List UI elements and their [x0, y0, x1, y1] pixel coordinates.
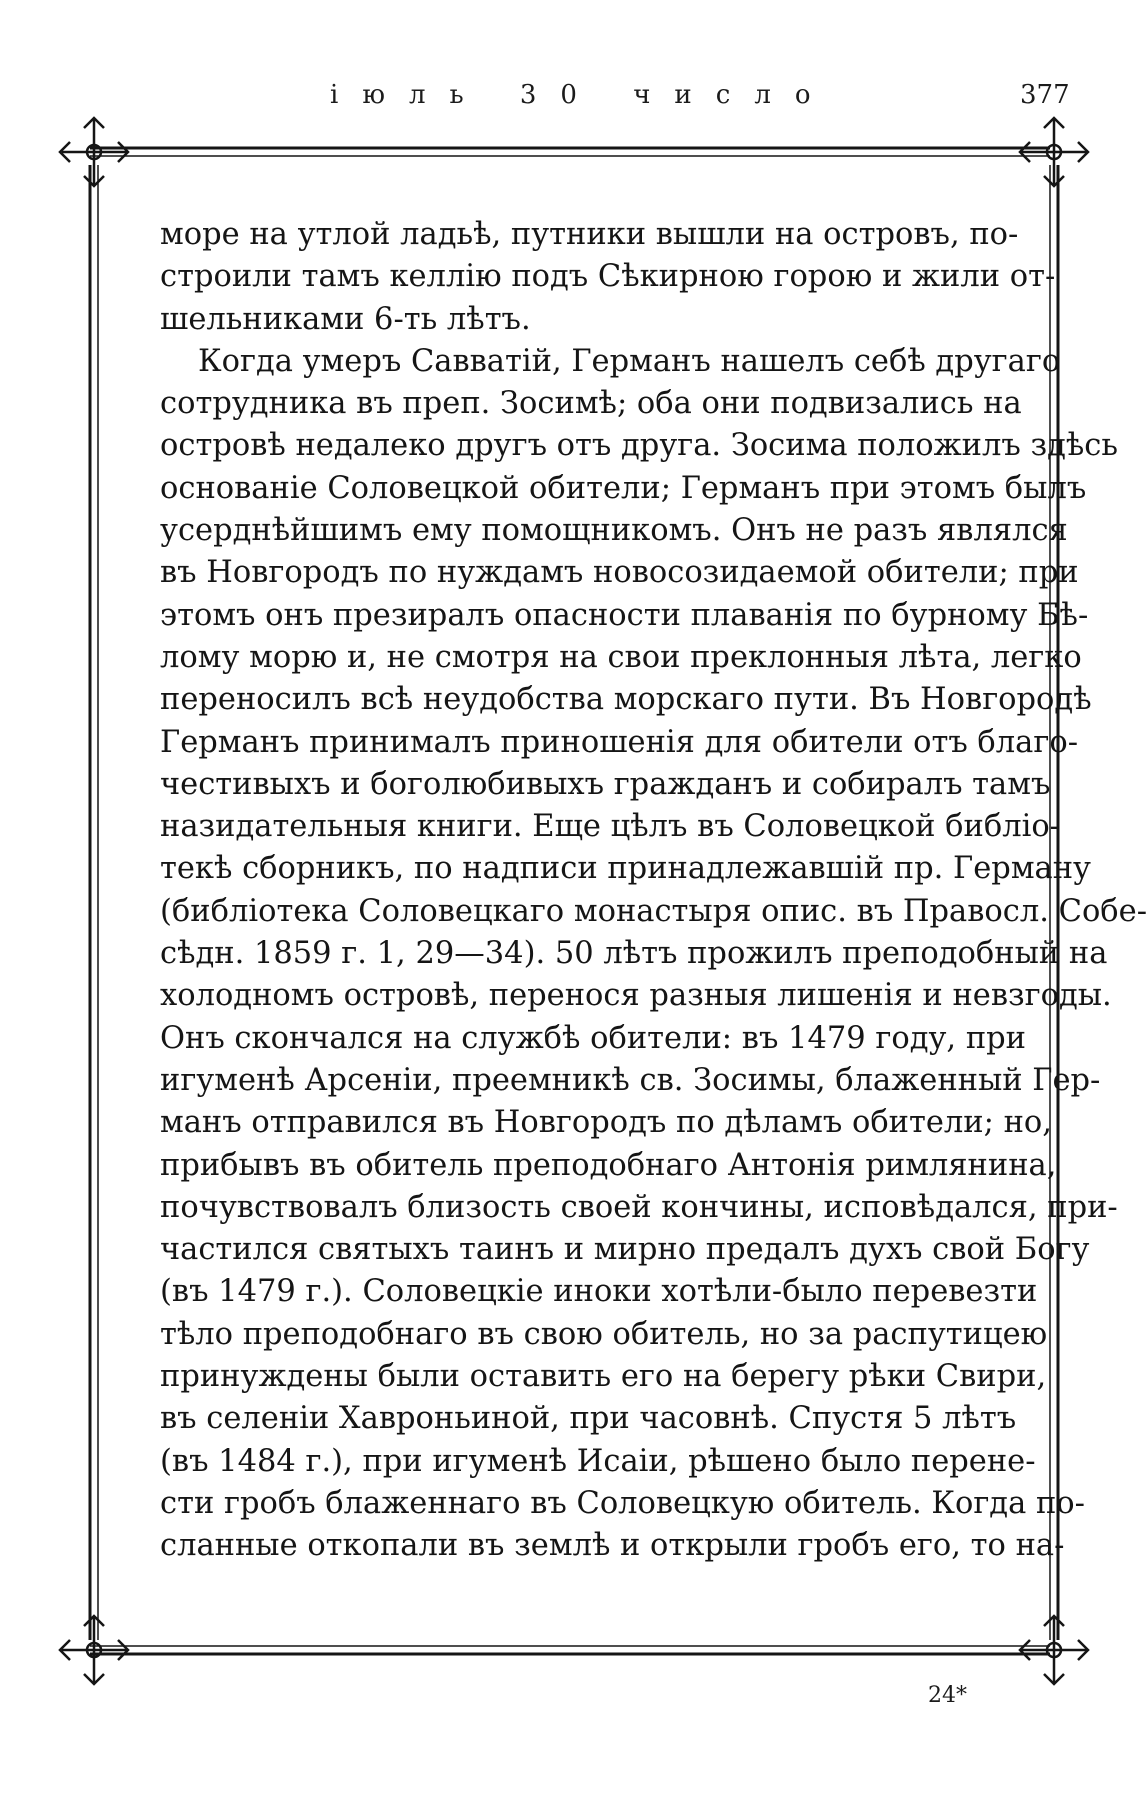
- text-line: лому морю и, не смотря на свои преклонныя лѣта, легко: [160, 639, 1082, 675]
- text-line: игуменѣ Арсеніи, преемникѣ св. Зосимы, блаженный Гер-: [160, 1062, 1101, 1098]
- text-line: честивыхъ и боголюбивыхъ гражданъ и собиралъ тамъ: [160, 766, 1051, 802]
- text-line: шельниками 6-ть лѣтъ.: [160, 301, 531, 337]
- text-line: основаніе Соловецкой обители; Германъ при этомъ былъ: [160, 470, 1087, 506]
- text-line: частился святыхъ таинъ и мирно предалъ духъ свой Богу: [160, 1232, 1090, 1268]
- text-line: назидательныя книги. Еще цѣлъ въ Соловецкой библіо-: [160, 809, 1060, 845]
- text-line: въ селеніи Хавроньиной, при часовнѣ. Спустя 5 лѣтъ: [160, 1401, 1017, 1437]
- text-line: Когда умеръ Савватій, Германъ нашелъ себѣ другаго: [198, 343, 1061, 379]
- text-line: (въ 1484 г.), при игуменѣ Исаіи, рѣшено было перене-: [160, 1443, 1036, 1479]
- signature-mark: 24*: [928, 1683, 967, 1708]
- body-text: [160, 214, 1147, 1568]
- text-line: сотрудника въ преп. Зосимѣ; оба они подвизались на: [160, 386, 1022, 422]
- corner-ornament-bottom-right: [1020, 1616, 1088, 1684]
- text-line: сланные откопали въ землѣ и открыли гробъ его, то на-: [160, 1528, 1065, 1564]
- text-line: холодномъ островѣ, перенося разныя лишенія и невзгоды.: [160, 978, 1112, 1014]
- text-line: принуждены были оставить его на берегу рѣки Свири,: [160, 1359, 1047, 1395]
- text-line: (библіотека Соловецкаго монастыря опис. въ Правосл. Собе-: [160, 893, 1147, 929]
- text-line: море на утлой ладьѣ, путники вышли на островъ, по-: [160, 217, 1019, 252]
- text-line: островѣ недалеко другъ отъ друга. Зосима положилъ здѣсь: [160, 428, 1118, 464]
- text-line: сѣдн. 1859 г. 1, 29—34). 50 лѣтъ прожилъ преподобный на: [160, 936, 1108, 972]
- text-line: (въ 1479 г.). Соловецкіе иноки хотѣли-было перевезти: [160, 1274, 1038, 1310]
- text-line: манъ отправился въ Новгородъ по дѣламъ обители; но,: [160, 1105, 1052, 1141]
- text-line: прибывъ въ обитель преподобнаго Антонія римлянина,: [160, 1147, 1057, 1183]
- text-line: почувствовалъ близость своей кончины, исповѣдался, при-: [160, 1189, 1118, 1225]
- page-number: 377: [1020, 80, 1070, 110]
- text-line: Онъ скончался на службѣ обители: въ 1479 году, при: [160, 1020, 1027, 1056]
- corner-ornament-bottom-left: [60, 1616, 128, 1684]
- text-line: тѣло преподобнаго въ свою обитель, но за распутицею: [160, 1316, 1048, 1352]
- text-line: этомъ онъ презиралъ опасности плаванія по бурному Бѣ-: [160, 597, 1089, 633]
- text-line: текѣ сборникъ, по надписи принадлежавшій пр. Герману: [160, 851, 1091, 887]
- text-line: сти гробъ блаженнаго въ Соловецкую обитель. Когда по-: [160, 1485, 1085, 1521]
- page-header: [0, 70, 1140, 130]
- text-line: Германъ принималъ приношенія для обители отъ благо-: [160, 724, 1078, 760]
- text-line: усерднѣйшимъ ему помощникомъ. Онъ не разъ являлся: [160, 513, 1068, 549]
- text-line: въ Новгородъ по нуждамъ новосозидаемой обители; при: [160, 555, 1079, 591]
- running-title: іюль 30 число: [330, 80, 835, 110]
- text-line: строили тамъ келлію подъ Сѣкирною горою и жили от-: [160, 259, 1056, 295]
- text-line: переносилъ всѣ неудобства морскаго пути. Въ Новгородѣ: [160, 682, 1092, 718]
